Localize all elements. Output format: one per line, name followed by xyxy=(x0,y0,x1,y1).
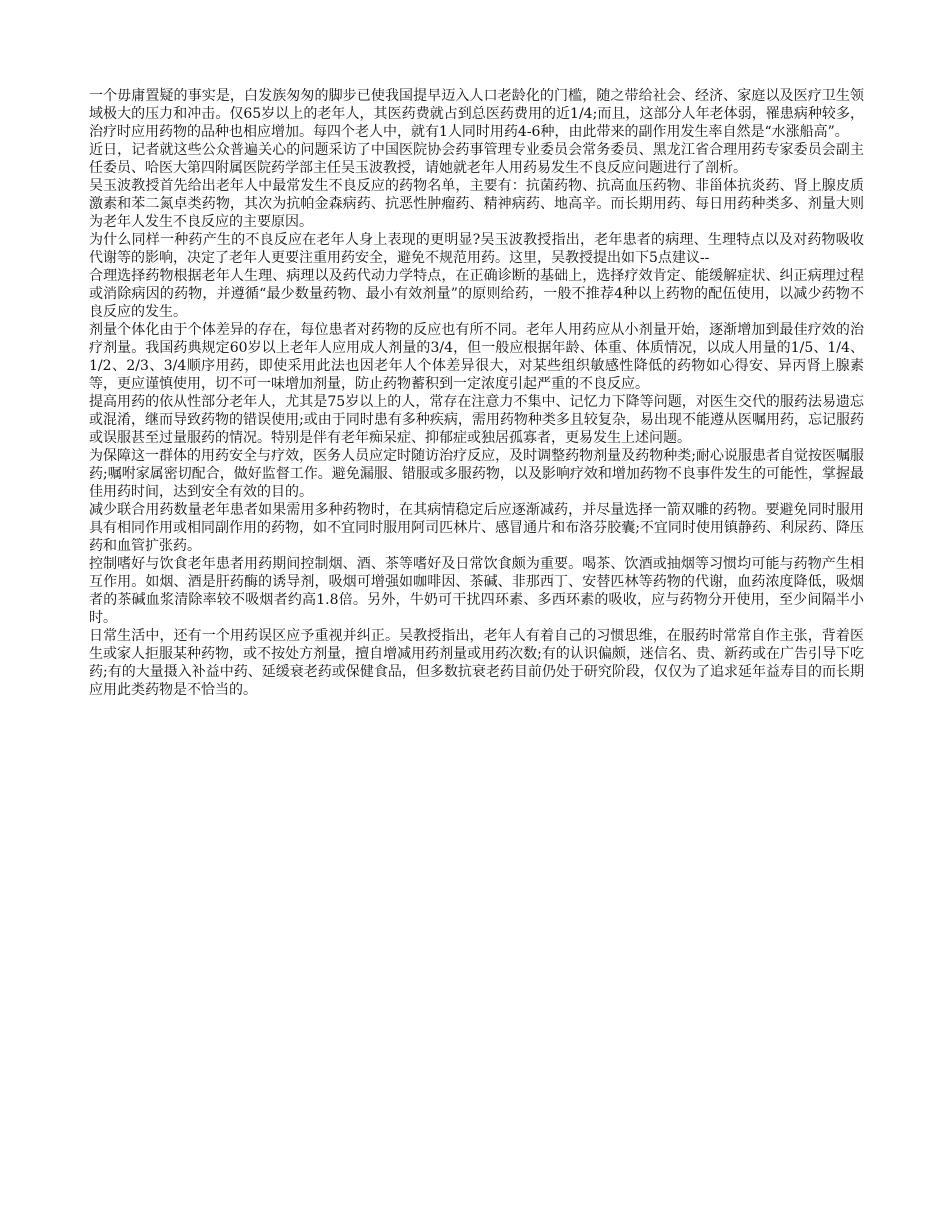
paragraph-dosage: 剂量个体化由于个体差异的存在，每位患者对药物的反应也有所不同。老年人用药应从小剂量开始，逐渐增加到最佳疗效的治疗剂量。我国药典规定60岁以上老年人应用成人剂量的3/4，但一般应根据年龄、体重、体质情况，以成人用量的1/5、1/4、1/2、2/3、3/4顺序用药，即使采用此法也因老年人个体差异很大，对某些组织敏感性降低的药物如心得安、异丙肾上腺素等，更应谨慎使用，切不可一味增加剂量，防止药物蓄积到一定浓度引起严重的不良反应。 xyxy=(89,322,864,392)
article-body xyxy=(89,87,864,699)
paragraph-drug-list: 吴玉波教授首先给出老年人中最常发生不良反应的药物名单，主要有：抗菌药物、抗高血压药物、非甾体抗炎药、肾上腺皮质激素和苯二氮卓类药物，其次为抗帕金森病药、抗恶性肿瘤药、精神病药、地高辛。而长期用药、每日用药种类多、剂量大则为老年人发生不良反应的主要原因。 xyxy=(89,178,864,230)
paragraph-interview: 近日，记者就这些公众普遍关心的问题采访了中国医院协会药事管理专业委员会常务委员、黑龙江省合理用药专家委员会副主任委员、哈医大第四附属医院药学部主任吴玉波教授，请她就老年人用药易发生不良反应问题进行了剖析。 xyxy=(89,142,864,176)
paragraph-reduce-combination: 减少联合用药数量老年患者如果需用多种药物时，在其病情稳定后应逐渐减药，并尽量选择一箭双雕的药物。要避免同时服用具有相同作用或相同副作用的药物，如不宜同时服用阿司匹林片、感冒通片和布洛芬胶囊;不宜同时使用镇静药、利尿药、降压药和血管扩张药。 xyxy=(89,502,864,554)
paragraph-choose-drugs: 合理选择药物根据老年人生理、病理以及药代动力学特点，在正确诊断的基础上，选择疗效肯定、能缓解症状、纠正病理过程或消除病因的药物，并遵循“最少数量药物、最小有效剂量”的原则给药，一般不推荐4种以上药物的配伍使用，以减少药物不良反应的发生。 xyxy=(89,268,864,320)
paragraph-habits-diet: 控制嗜好与饮食老年患者用药期间控制烟、酒、茶等嗜好及日常饮食颇为重要。喝茶、饮酒或抽烟等习惯均可能与药物产生相互作用。如烟、酒是肝药酶的诱导剂，吸烟可增强如咖啡因、茶碱、非那西丁、安替匹林等药物的代谢，血药浓度降低，吸烟者的茶碱血浆清除率较不吸烟者约高1.8倍。另外，牛奶可干扰四环素、多西环素的吸收，应与药物分开使用，至少间隔半小时。 xyxy=(89,556,864,626)
paragraph-intro: 一个毋庸置疑的事实是，白发族匆匆的脚步已使我国提早迈入人口老龄化的门槛，随之带给社会、经济、家庭以及医疗卫生领域极大的压力和冲击。仅65岁以上的老年人，其医药费就占到总医药费用的近1/4;而且，这部分人年老体弱，罹患病种较多，治疗时应用药物的品种也相应增加。每四个老人中，就有1人同时用药4-6种，由此带来的副作用发生率自然是“水涨船高”。 xyxy=(89,88,864,140)
paragraph-misconceptions: 日常生活中，还有一个用药误区应予重视并纠正。吴教授指出，老年人有着自己的习惯思维，在服药时常常自作主张，背着医生或家人拒服某种药物，或不按处方剂量，擅自增减用药剂量或用药次数;有的认识偏颇，迷信名、贵、新药或在广告引导下吃药;有的大量摄入补益中药、延缓衰老药或保健食品，但多数抗衰老药目前仍处于研究阶段，仅仅为了追求延年益寿目的而长期应用此类药物是不恰当的。 xyxy=(89,628,864,698)
paragraph-safety: 为保障这一群体的用药安全与疗效，医务人员应定时随访治疗反应，及时调整药物剂量及药物种类;耐心说服患者自觉按医嘱服药;嘱咐家属密切配合，做好监督工作。避免漏服、错服或多服药物，以及影响疗效和增加药物不良事件发生的可能性，掌握最佳用药时间，达到安全有效的目的。 xyxy=(89,448,864,500)
paragraph-compliance: 提高用药的依从性部分老年人，尤其是75岁以上的人，常存在注意力不集中、记忆力下降等问题，对医生交代的服药法易遗忘或混淆，继而导致药物的错误使用;或由于同时患有多种疾病，需用药物种类多且较复杂，易出现不能遵从医嘱用药，忘记服药或误服甚至过量服药的情况。特别是伴有老年痴呆症、抑郁症或独居孤寡者，更易发生上述问题。 xyxy=(89,394,864,446)
paragraph-why: 为什么同样一种药产生的不良反应在老年人身上表现的更明显?吴玉波教授指出，老年患者的病理、生理特点以及对药物吸收代谢等的影响，决定了老年人更要注重用药安全，避免不规范用药。这里，吴教授提出如下5点建议-- xyxy=(89,232,864,266)
